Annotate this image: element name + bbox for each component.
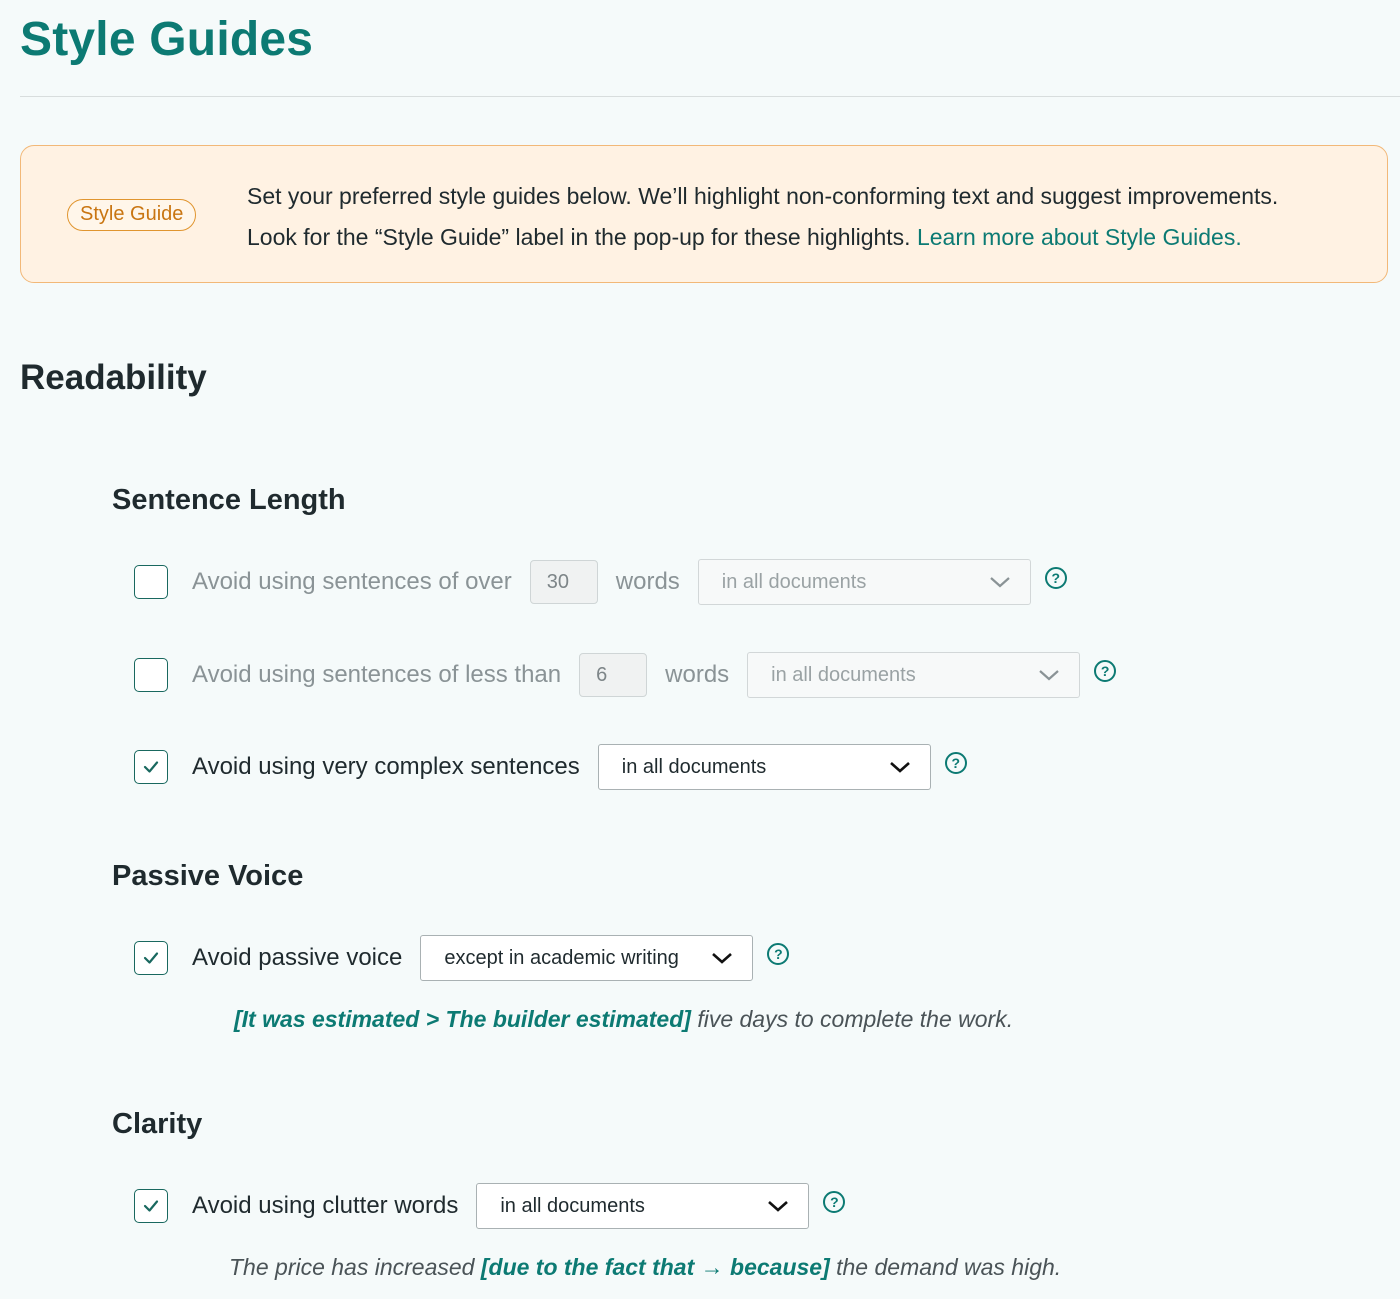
banner-text-line2: Look for the “Style Guide” label in the pop-up for these highlights. bbox=[247, 224, 911, 250]
help-icon[interactable]: ? bbox=[1094, 660, 1116, 682]
scope-select-long-sentences[interactable] bbox=[698, 559, 1031, 605]
example-text-after: the demand was high. bbox=[829, 1254, 1062, 1280]
example-text: five days to complete the work. bbox=[690, 1006, 1014, 1032]
example-highlight: [due to the fact that → because] bbox=[480, 1254, 830, 1280]
chevron-down-icon bbox=[710, 950, 734, 966]
rule-label: Avoid using sentences of over bbox=[192, 568, 512, 595]
unit-label: words bbox=[665, 661, 730, 688]
example-highlight: [It was estimated > The builder estimated] bbox=[234, 1006, 691, 1032]
example-text-before: The price has increased bbox=[229, 1254, 481, 1280]
complex-sentences-checkbox[interactable] bbox=[134, 750, 168, 784]
select-value: in all documents bbox=[771, 663, 916, 686]
chevron-down-icon bbox=[888, 759, 912, 775]
scope-select-short-sentences[interactable] bbox=[747, 652, 1080, 698]
max-words-input[interactable] bbox=[530, 560, 598, 604]
banner-text bbox=[247, 176, 1367, 258]
scope-select-passive-voice[interactable] bbox=[420, 935, 753, 981]
rule-row-short-sentences bbox=[134, 652, 1116, 698]
group-title-clarity: Clarity bbox=[112, 1108, 203, 1140]
group-title-sentence-length: Sentence Length bbox=[112, 484, 346, 516]
help-icon[interactable]: ? bbox=[823, 1191, 845, 1213]
help-icon[interactable]: ? bbox=[945, 752, 967, 774]
check-icon bbox=[140, 947, 162, 969]
info-banner bbox=[20, 145, 1388, 283]
check-icon bbox=[140, 756, 162, 778]
clarity-example bbox=[229, 1254, 1061, 1281]
short-sentences-checkbox[interactable] bbox=[134, 658, 168, 692]
min-words-input[interactable] bbox=[579, 653, 647, 697]
banner-text-line1: Set your preferred style guides below. We’ll highlight non-conforming text and suggest improvements. bbox=[247, 183, 1279, 209]
chevron-down-icon bbox=[988, 574, 1012, 590]
style-guide-badge: Style Guide bbox=[67, 199, 196, 231]
rule-row-complex-sentences bbox=[134, 744, 967, 790]
chevron-down-icon bbox=[1037, 667, 1061, 683]
help-icon[interactable]: ? bbox=[767, 943, 789, 965]
page-title: Style Guides bbox=[20, 13, 314, 66]
header-divider bbox=[20, 96, 1400, 97]
section-title-readability: Readability bbox=[20, 358, 207, 397]
unit-label: words bbox=[615, 568, 680, 595]
clutter-words-checkbox[interactable] bbox=[134, 1189, 168, 1223]
help-icon[interactable]: ? bbox=[1045, 567, 1067, 589]
select-value: in all documents bbox=[500, 1194, 645, 1217]
rule-row-long-sentences bbox=[134, 559, 1067, 605]
learn-more-link[interactable]: Learn more about Style Guides. bbox=[916, 224, 1242, 250]
rule-label: Avoid using sentences of less than bbox=[192, 661, 562, 688]
check-icon bbox=[140, 1195, 162, 1217]
scope-select-complex-sentences[interactable] bbox=[598, 744, 931, 790]
group-title-passive-voice: Passive Voice bbox=[112, 860, 304, 892]
rule-label: Avoid passive voice bbox=[192, 944, 403, 971]
rule-row-passive-voice bbox=[134, 935, 789, 981]
long-sentences-checkbox[interactable] bbox=[134, 565, 168, 599]
scope-select-clutter-words[interactable] bbox=[476, 1183, 809, 1229]
chevron-down-icon bbox=[766, 1198, 790, 1214]
rule-label: Avoid using very complex sentences bbox=[192, 753, 580, 780]
passive-voice-checkbox[interactable] bbox=[134, 941, 168, 975]
select-value: in all documents bbox=[721, 570, 867, 593]
rule-row-clutter-words bbox=[134, 1183, 845, 1229]
rule-label: Avoid using clutter words bbox=[192, 1192, 459, 1219]
passive-voice-example bbox=[234, 1006, 1013, 1033]
select-value: except in academic writing bbox=[444, 946, 679, 969]
select-value: in all documents bbox=[621, 755, 767, 778]
